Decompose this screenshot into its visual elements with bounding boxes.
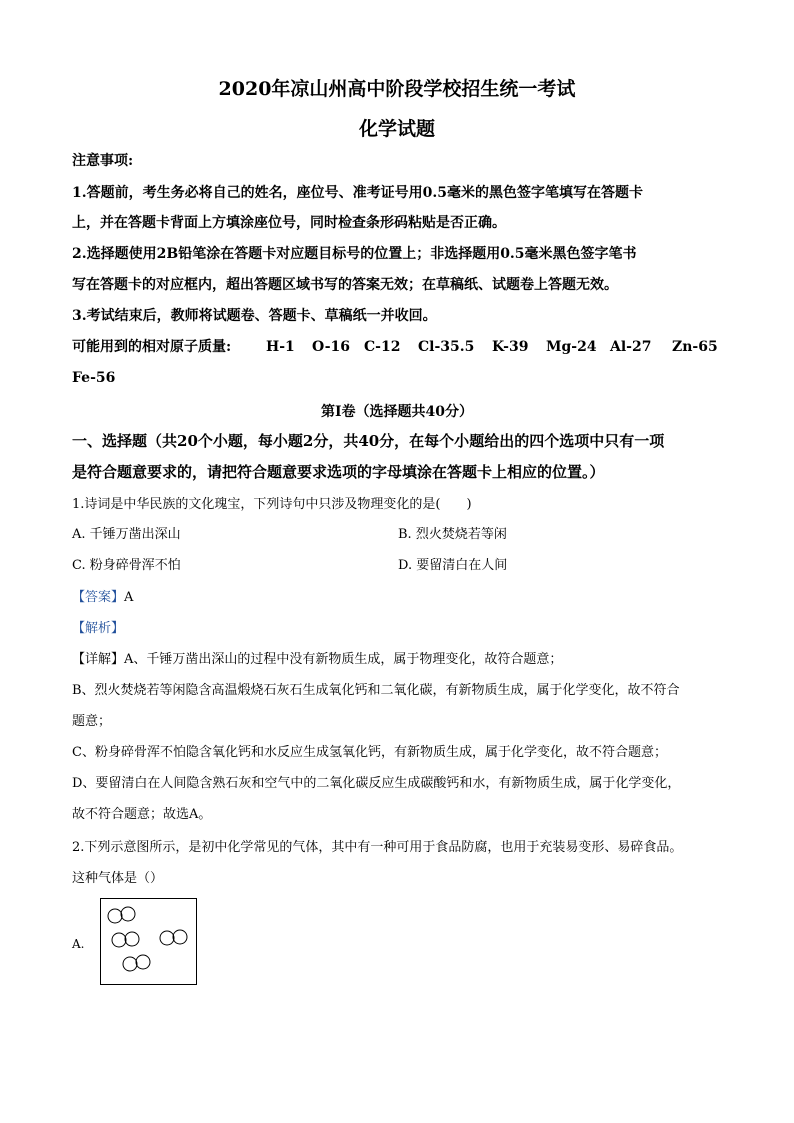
explain-line-6: 故不符合题意；故选A。 (72, 807, 212, 822)
atomic-mass-cl: Cl-35.5 (418, 339, 475, 355)
q1-option-c: C. 粉身碎骨浑不怕 (72, 558, 181, 573)
explain-line-1: 【详解】A、千锤万凿出深山的过程中没有新物质生成，属于物理变化，故符合题意； (72, 652, 563, 667)
diatomic-molecules-image (101, 899, 196, 984)
section-title: 第I卷（选择题共40分） (320, 404, 474, 420)
section-instruction-1: 一、选择题（共20个小题，每小题2分，共40分，在每个小题给出的四个选项中只有一项 (72, 432, 665, 450)
atomic-mass-h: H-1 (266, 339, 295, 355)
q2-stem-2: 这种气体是（） (72, 871, 164, 886)
q2-stem-1: 2.下列示意图所示，是初中化学常见的气体，其中有一种可用于食品防腐，也用于充装易变形、易碎食品。 (72, 840, 683, 855)
explain-line-5: D、要留清白在人间隐含熟石灰和空气中的二氧化碳反应生成碳酸钙和水，有新物质生成，属于化学变化， (72, 776, 681, 791)
atomic-mass-al: Al-27 (610, 339, 652, 355)
note-line-3: 2.选择题使用2B铅笔涂在答题卡对应题目标号的位置上；非选择题用0.5毫米黑色签字笔书 (72, 246, 637, 262)
note-line-4: 写在答题卡的对应框内，超出答题区域书写的答案无效；在草稿纸、试题卷上答题无效。 (72, 277, 618, 293)
atomic-mass-fe: Fe-56 (72, 370, 116, 386)
atom (108, 909, 122, 923)
atomic-mass-zn: Zn-65 (672, 339, 718, 355)
note-line-5: 3.考试结束后，教师将试题卷、答题卡、草稿纸一并收回。 (72, 308, 437, 324)
atomic-mass-mg: Mg-24 (546, 339, 597, 355)
q2-option-a-label: A. (72, 937, 85, 951)
analysis-label: 【解析】 (72, 621, 125, 636)
explain-line-4: C、粉身碎骨浑不怕隐含氧化钙和水反应生成氢氧化钙，有新物质生成，属于化学变化，故不符合题意； (72, 745, 667, 760)
atom (160, 931, 174, 945)
notes-heading: 注意事项: (72, 153, 134, 169)
q1-stem: 1.诗词是中华民族的文化瑰宝，下列诗句中只涉及物理变化的是( ) (72, 497, 472, 512)
explain-line-2: B、烈火焚烧若等闲隐含高温煅烧石灰石生成氧化钙和二氧化碳，有新物质生成，属于化学变化，故不符合 (72, 683, 680, 698)
answer-label: 【答案】 (72, 590, 125, 605)
q1-option-d: D. 要留清白在人间 (398, 558, 508, 573)
atom (123, 957, 137, 971)
atomic-mass-k: K-39 (492, 339, 529, 355)
note-line-2: 上，并在答题卡背面上方填涂座位号，同时检查条形码粘贴是否正确。 (72, 215, 506, 231)
atomic-mass-label: 可能用到的相对原子质量: (72, 339, 232, 355)
atom (173, 930, 187, 944)
q2-option-a-molecule-diagram (100, 898, 197, 985)
section-instruction-2: 是符合题意要求的，请把符合题意要求选项的字母填涂在答题卡上相应的位置。） (72, 463, 605, 481)
paper-subtitle: 化学试题 (358, 118, 435, 140)
explain-line-3: 题意； (72, 714, 112, 729)
answer-value: A (124, 590, 134, 605)
note-line-1: 1.答题前，考生务必将自己的姓名，座位号、准考证号用0.5毫米的黑色签字笔填写在答题卡 (72, 185, 643, 201)
atom (136, 955, 150, 969)
q1-answer (72, 589, 133, 607)
atom (125, 932, 139, 946)
atom (112, 933, 126, 947)
atom (121, 907, 135, 921)
q1-option-b: B. 烈火焚烧若等闲 (398, 527, 507, 542)
exam-title: 2020年凉山州高中阶段学校招生统一考试 (218, 78, 576, 100)
q1-option-a: A. 千锤万凿出深山 (72, 527, 181, 542)
atomic-mass-o: O-16 (312, 339, 351, 355)
atomic-mass-c: C-12 (364, 339, 401, 355)
